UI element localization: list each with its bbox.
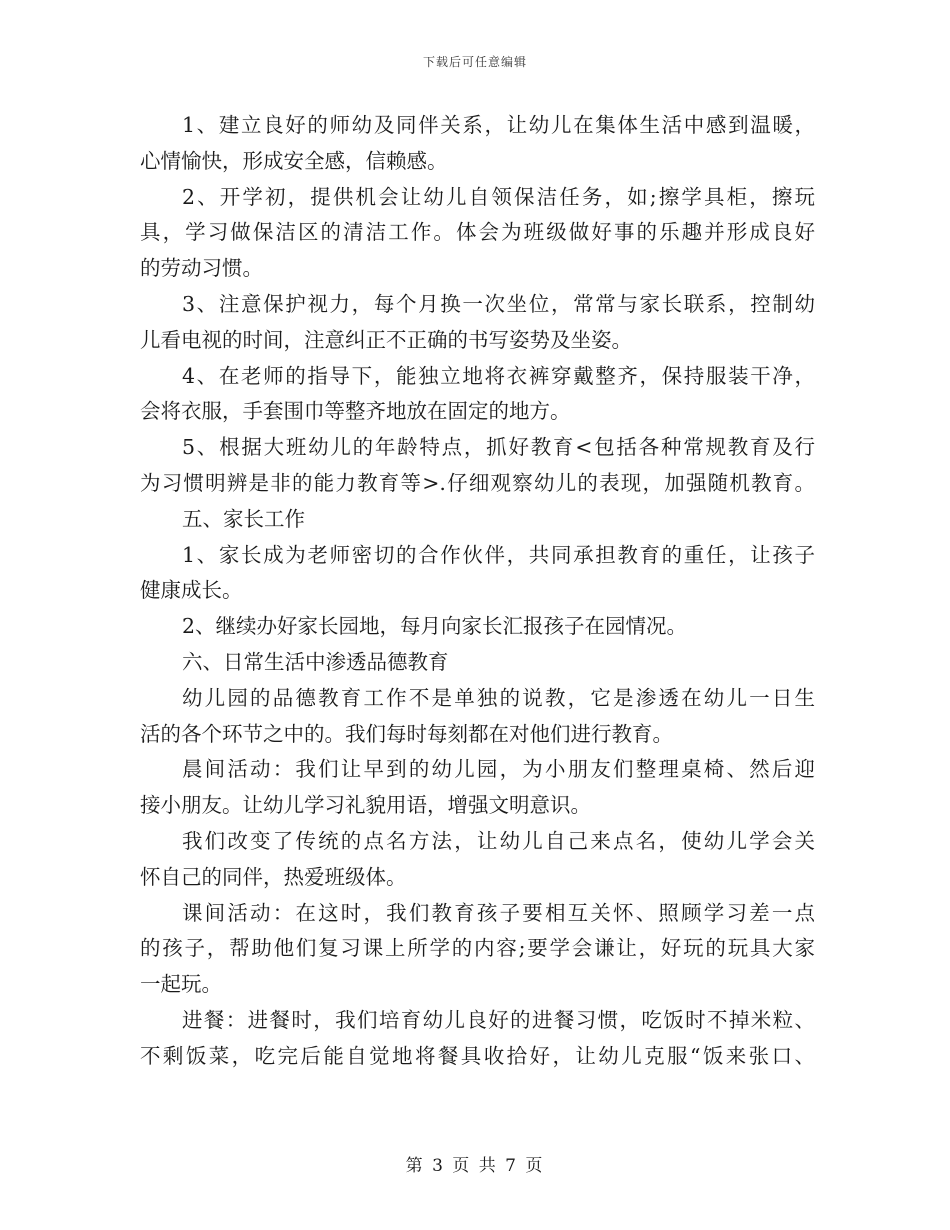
text-line: 会将衣服，手套围巾等整齐地放在固定的地方。 xyxy=(140,399,571,424)
text-line: 1、家长成为老师密切的合作伙伴，共同承担教育的重任，让孩子 xyxy=(182,542,815,567)
text-line: 1、建立良好的师幼及同伴关系，让幼儿在集体生活中感到温暖， xyxy=(182,113,815,137)
text-line: 五、家长工作 xyxy=(182,506,305,531)
text-line: 一起玩。 xyxy=(140,972,222,997)
text-line: 2、继续办好家长园地，每月向家长汇报孩子在园情况。 xyxy=(182,614,688,639)
text-line: 六、日常生活中渗透品德教育 xyxy=(182,649,449,674)
text-line: 的孩子，帮助他们复习课上所学的内容;要学会谦让，好玩的玩具大家 xyxy=(140,936,815,961)
text-line: 接小朋友。让幼儿学习礼貌用语，增强文明意识。 xyxy=(140,793,591,818)
document-body xyxy=(140,108,815,1075)
text-line: 的劳动习惯。 xyxy=(140,256,263,281)
text-line: 幼儿园的品德教育工作不是单独的说教，它是渗透在幼儿一日生 xyxy=(182,685,815,710)
text-line: 5、根据大班幼儿的年龄特点，抓好教育<包括各种常规教育及行 xyxy=(182,435,815,460)
text-line: 心情愉快，形成安全感，信赖感。 xyxy=(140,148,448,173)
page-header: 下载后可任意编辑 xyxy=(422,55,527,69)
text-line: 不剩饭菜，吃完后能自觉地将餐具收拾好，让幼儿克服“饭来张口、 xyxy=(140,1043,815,1068)
text-line: 2、开学初，提供机会让幼儿自领保洁任务，如;擦学具柜，擦玩 xyxy=(182,184,815,209)
text-line: 活的各个环节之中的。我们每时每刻都在对他们进行教育。 xyxy=(140,721,673,746)
text-line: 怀自己的同伴，热爱班级体。 xyxy=(140,864,407,889)
text-line: 具，学习做保洁区的清洁工作。体会为班级做好事的乐趣并形成良好 xyxy=(140,220,815,245)
text-line: 为习惯明辨是非的能力教育等>.仔细观察幼儿的表现，加强随机教育。 xyxy=(140,470,815,495)
text-line: 进餐：进餐时，我们培育幼儿良好的进餐习惯，吃饭时不掉米粒、 xyxy=(182,1007,815,1032)
text-line: 课间活动：在这时，我们教育孩子要相互关怀、照顾学习差一点 xyxy=(182,900,815,925)
text-line: 健康成长。 xyxy=(140,578,243,603)
text-line: 4、在老师的指导下，能独立地将衣裤穿戴整齐，保持服装干净， xyxy=(182,363,815,388)
text-line: 晨间活动：我们让早到的幼儿园，为小朋友们整理桌椅、然后迎 xyxy=(182,757,815,782)
text-line: 3、注意保护视力，每个月换一次坐位，常常与家长联系，控制幼 xyxy=(182,291,815,316)
page-footer: 第 3 页 共 7 页 xyxy=(405,1156,545,1176)
text-line: 我们改变了传统的点名方法，让幼儿自己来点名，使幼儿学会关 xyxy=(182,828,815,853)
text-line: 儿看电视的时间，注意纠正不正确的书写姿势及坐姿。 xyxy=(140,327,632,352)
